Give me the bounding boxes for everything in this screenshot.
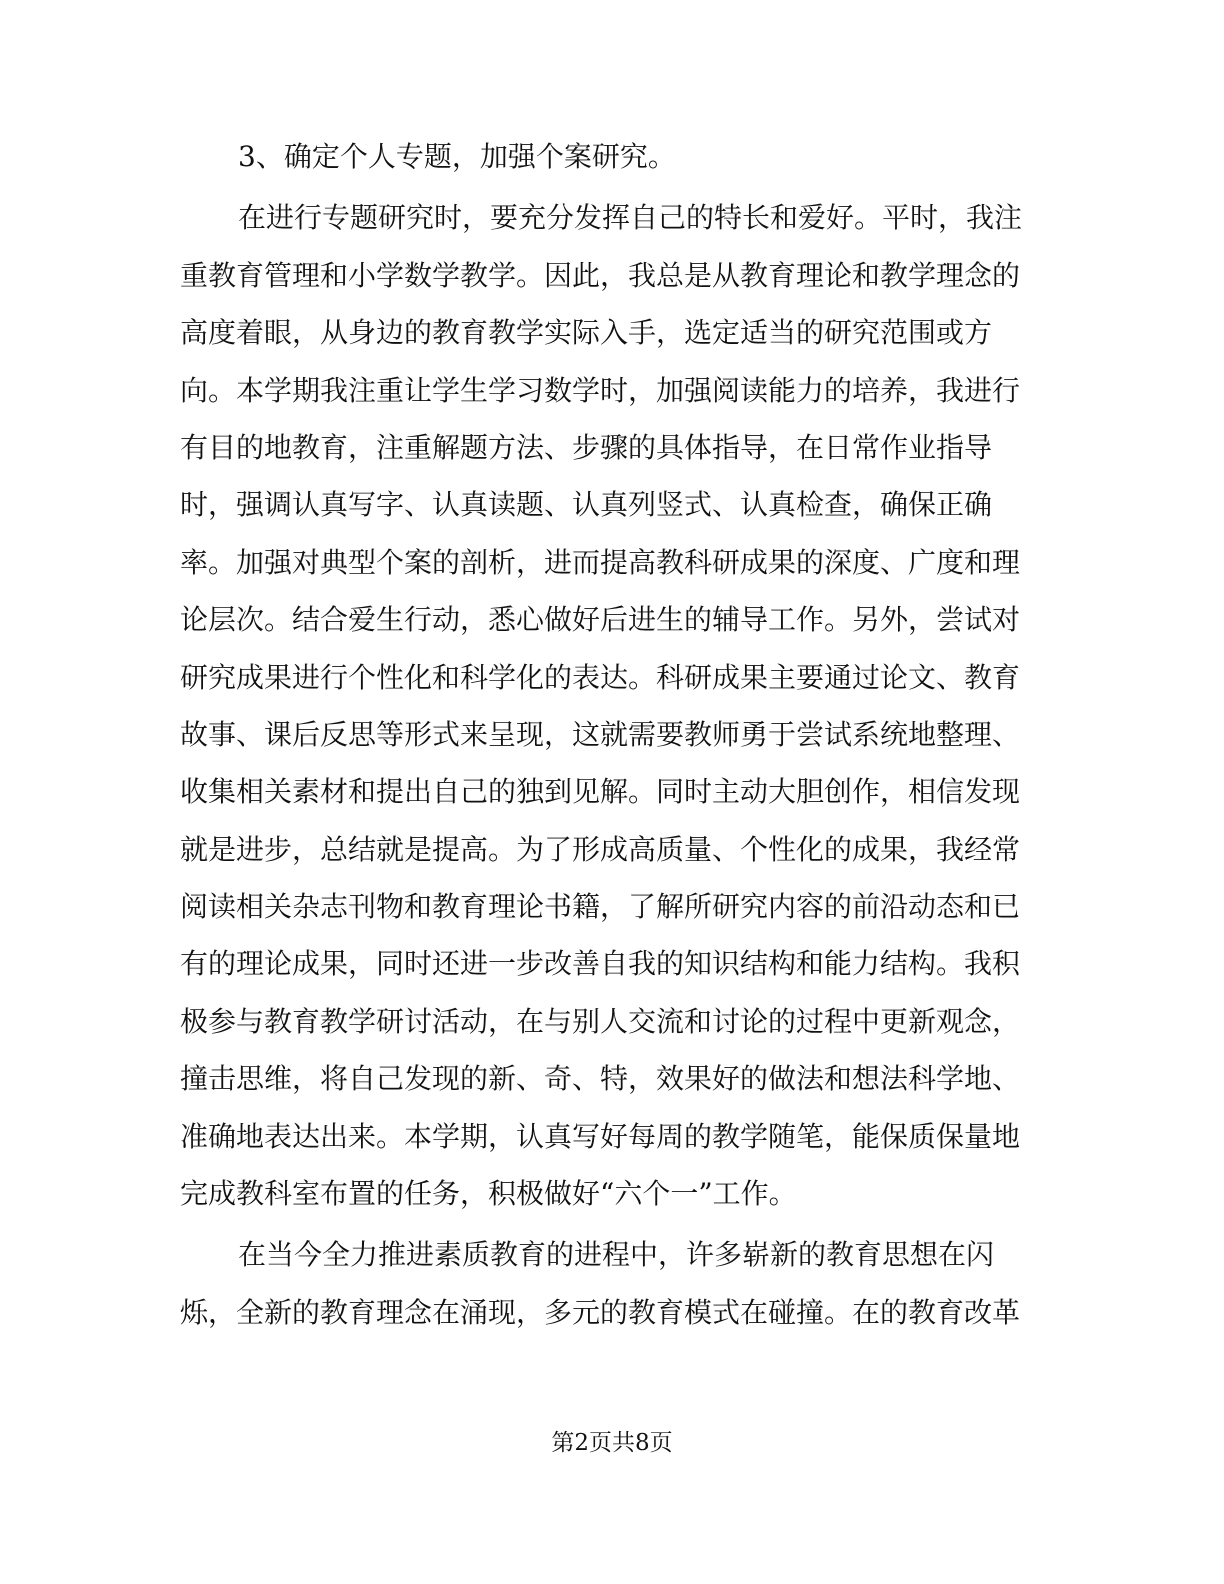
paragraph-line: 阅读相关杂志刊物和教育理论书籍，了解所研究内容的前沿动态和已 <box>180 890 1021 924</box>
paragraph-line: 高度着眼，从身边的教育教学实际入手，选定适当的研究范围或方 <box>180 316 993 350</box>
paragraph-line: 在进行专题研究时，要充分发挥自己的特长和爱好。平时，我注 <box>238 201 1023 235</box>
paragraph-line: 完成教科室布置的任务，积极做好“六个一”工作。 <box>180 1177 797 1211</box>
paragraph-line: 收集相关素材和提出自己的独到见解。同时主动大胆创作，相信发现 <box>180 775 1021 809</box>
paragraph-line: 论层次。结合爱生行动，悉心做好后进生的辅导工作。另外，尝试对 <box>180 603 1021 637</box>
paragraph-line: 烁，全新的教育理念在涌现，多元的教育模式在碰撞。在的教育改革 <box>180 1295 1021 1329</box>
paragraph-line: 准确地表达出来。本学期，认真写好每周的教学随笔，能保质保量地 <box>180 1119 1021 1153</box>
paragraph-line: 极参与教育教学研讨活动，在与别人交流和讨论的过程中更新观念， <box>180 1004 1021 1038</box>
paragraph-line: 向。本学期我注重让学生学习数学时，加强阅读能力的培养，我进行 <box>180 373 1021 407</box>
paragraph-line: 故事、课后反思等形式来呈现，这就需要教师勇于尝试系统地整理、 <box>180 717 1021 751</box>
paragraph-line: 有的理论成果，同时还进一步改善自我的知识结构和能力结构。我积 <box>180 947 1021 981</box>
paragraph-line: 时，强调认真写字、认真读题、认真列竖式、认真检查，确保正确 <box>180 488 993 522</box>
paragraph-line: 有目的地教育，注重解题方法、步骤的具体指导，在日常作业指导 <box>180 430 993 464</box>
page-number-footer: 第2页共8页 <box>551 1430 673 1456</box>
body-text <box>180 128 1060 1341</box>
paragraph-line: 率。加强对典型个案的剖析，进而提高教科研成果的深度、广度和理 <box>180 545 1021 579</box>
paragraph-line: 重教育管理和小学数学教学。因此，我总是从教育理论和教学理念的 <box>180 258 1021 292</box>
paragraph-line: 在当今全力推进素质教育的进程中，许多崭新的教育思想在闪 <box>238 1238 995 1272</box>
paragraph-heading: 3、确定个人专题，加强个案研究。 <box>238 140 676 173</box>
paragraph-line: 撞击思维，将自己发现的新、奇、特，效果好的做法和想法科学地、 <box>180 1062 1021 1096</box>
paragraph-line: 研究成果进行个性化和科学化的表达。科研成果主要通过论文、教育 <box>180 660 1021 694</box>
paragraph-line: 就是进步，总结就是提高。为了形成高质量、个性化的成果，我经常 <box>180 832 1021 866</box>
